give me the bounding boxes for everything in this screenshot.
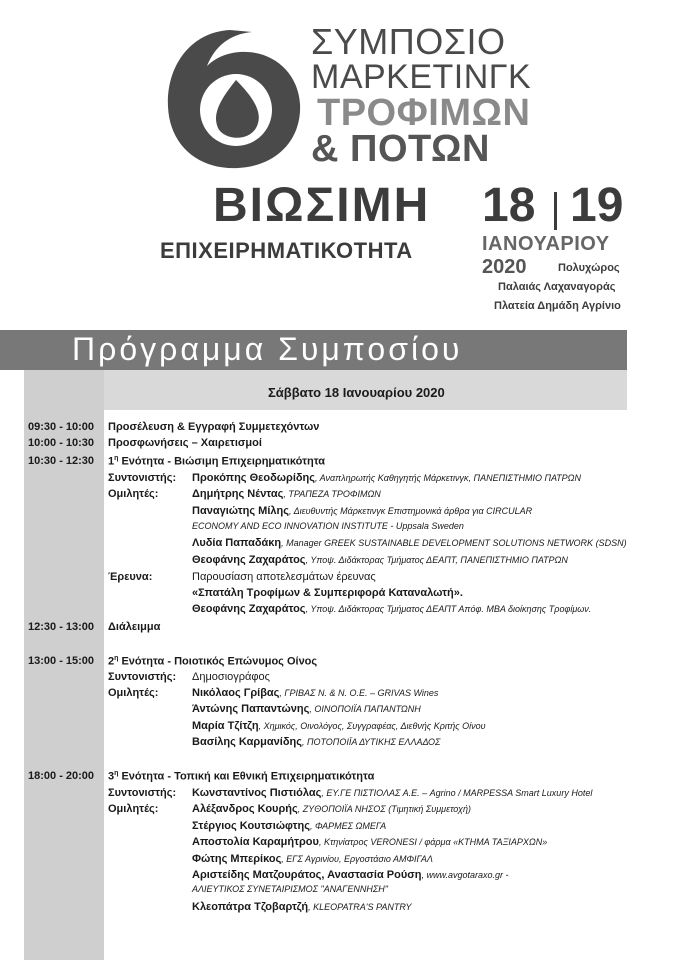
person-name: Νικόλαος Γρίβας (192, 687, 280, 699)
coordinator (192, 787, 592, 799)
session-name: Ενότητα - Ποιοτικός Επώνυμος Οίνος (118, 655, 318, 668)
symposium-logo-mark (160, 22, 310, 172)
time-slot: 12:30 - 13:00 (28, 621, 95, 633)
time-slot: 18:00 - 20:00 (28, 770, 95, 782)
research-label: Έρευνα: (108, 571, 153, 583)
session-number: 2 (108, 655, 115, 668)
event-dates (482, 178, 624, 233)
coordinator-label: Συντονιστής: (108, 472, 177, 484)
session-number-suffix: η (114, 455, 119, 462)
coordinator: Δημοσιογράφος (192, 671, 270, 683)
speaker (192, 853, 433, 865)
speakers-label: Ομιλητές: (108, 488, 159, 500)
person-name: Αριστείδης Ματζουράτος, Αναστασία Ρούση (192, 869, 422, 881)
venue-line-1: Πολυχώρος (558, 262, 620, 274)
person-name: Κλεοπάτρα Τζοβαρτζή (192, 901, 309, 913)
person-role: , ΕΓΣ Αγρινίου, Εργοστάσιο ΑΜΦΙΓΑΛ (281, 854, 433, 864)
person-name: Προκόπης Θεοδωρίδης (192, 472, 315, 484)
session-title (108, 455, 325, 468)
person-name: Θεοφάνης Ζαχαράτος (192, 603, 306, 615)
speaker (192, 703, 421, 715)
speaker (192, 901, 412, 913)
page-title: ΒΙΩΣΙΜΗ (213, 179, 431, 232)
speaker (192, 836, 547, 848)
session-number-suffix: η (114, 655, 119, 662)
person-name: Λυδία Παπαδάκη (192, 537, 282, 549)
person-name: Αποστολία Καραμήτρου (192, 836, 319, 848)
person-name: Φώτης Μπερίκος (192, 853, 282, 865)
person-role: , Διευθυντής Μάρκετινγκ Επιστημονικά άρθρα για CIRCULAR (288, 506, 533, 516)
speaker (192, 720, 486, 732)
person-role-continued: ΑΛΙΕΥΤΙΚΟΣ ΣΥΝΕΤΑΙΡΙΣΜΟΣ "ΑΝΑΓΕΝΝΗΣΗ" (192, 884, 388, 894)
session-number: 1 (108, 455, 115, 468)
time-slot: 13:00 - 15:00 (28, 655, 95, 667)
person-name: Κωνσταντίνος Πιστιόλας (192, 787, 322, 799)
event-day-end: 19 (570, 179, 624, 232)
venue-line-2: Παλαιάς Λαχαναγοράς (498, 281, 616, 293)
person-name: Μαρία Τζίτζη (192, 720, 259, 732)
person-role: , ΖΥΘΟΠΟΙΪΑ ΝΗΣΟΣ (Τιμητική Συμμετοχή) (297, 804, 471, 814)
speaker (192, 869, 509, 881)
program-title: Πρόγραμμα Συμποσίου (72, 331, 463, 367)
person-role: , Υποψ. Διδάκτορας Τμήματος ΔΕΑΠΤ, ΠΑΝΕΠΙΣΤΗΜΙΟ ΠΑΤΡΩΝ (305, 555, 568, 565)
person-name: Άντώνης Παπαντώνης (192, 703, 310, 715)
coordinator-label: Συντονιστής: (108, 671, 177, 683)
person-name: Δημήτρης Νέντας (192, 488, 284, 500)
schedule-item: Διάλειμμα (108, 621, 161, 633)
speaker (192, 505, 532, 517)
time-slot: 10:00 - 10:30 (28, 437, 95, 449)
venue-line-3: Πλατεία Δημάδη Αγρίνιο (494, 300, 621, 312)
person-name: Θεοφάνης Ζαχαράτος (192, 554, 306, 566)
person-name: Παναγιώτης Μίλης (192, 505, 289, 517)
person-name: Βασίλης Καρμανίδης (192, 736, 302, 748)
person-role: , Χημικός, Οινολόγος, Συγγραφέας, Διεθνής Κριτής Οίνου (258, 721, 486, 731)
speakers-label: Ομιλητές: (108, 803, 159, 815)
session-number: 3 (108, 770, 115, 783)
program-day: Σάββατο 18 Ιανουαρίου 2020 (268, 385, 445, 400)
research-title: «Σπατάλη Τροφίμων & Συμπεριφορά Καταναλωτή». (192, 587, 463, 599)
session-name: Ενότητα - Βιώσιμη Επιχειρηματικότητα (118, 455, 326, 468)
person-role: , ΟΙΝΟΠΟΙΪΑ ΠΑΠΑΝΤΩΝΗ (309, 704, 421, 714)
person-role: , ΤΡΑΠΕΖΑ ΤΡΟΦΙΜΩΝ (283, 489, 381, 499)
page-subtitle: ΕΠΙΧΕΙΡΗΜΑΤΙΚΟΤΗΤΑ (160, 238, 413, 263)
person-role: , ΠΟΤΟΠΟΙΪΑ ΔΥΤΙΚΗΣ ΕΛΛΑΔΟΣ (301, 737, 441, 747)
logo-line-drinks: & ΠΟΤΩΝ (311, 128, 490, 170)
person-role: , KLEOPATRA'S PANTRY (308, 902, 412, 912)
logo-line-symposium: ΣΥΜΠΟΣΙΟ (311, 21, 506, 62)
schedule-item: Προσφωνήσεις – Χαιρετισμοί (108, 437, 262, 449)
person-role: , ΓΡΙΒΑΣ Ν. & Ν. Ο.Ε. – GRIVAS Wines (279, 688, 439, 698)
person-role: , Υποψ. Διδάκτορας Τμήματος ΔΕΑΠΤ Απόφ. MBA διοίκησης Τροφίμων. (305, 604, 592, 614)
event-day-start: 18 (482, 179, 536, 232)
event-year: 2020 (482, 256, 527, 278)
speaker (192, 554, 568, 566)
time-slot: 10:30 - 12:30 (28, 455, 95, 467)
speaker (192, 820, 386, 832)
person-name: Στέργιος Κουτσιώφτης (192, 820, 310, 832)
person-name: Αλέξανδρος Κουρής (192, 803, 298, 815)
speaker (192, 803, 471, 815)
coordinator (192, 472, 581, 484)
speaker (192, 736, 440, 748)
symposium-logo-text (305, 21, 532, 170)
speaker (192, 687, 438, 699)
event-month: ΙΑΝΟΥΑΡΙΟΥ (482, 233, 610, 255)
session-name: Ενότητα - Τοπική και Εθνική Επιχειρηματικότητα (118, 770, 375, 783)
speaker (192, 537, 627, 549)
session-title (108, 655, 317, 668)
person-role: , ΕΥ.ΓΕ ΠΙΣΤΙΟΛΑΣ Α.Ε. – Agrino / MARPESSA Smart Luxury Hotel (321, 788, 593, 798)
coordinator-label: Συντονιστής: (108, 787, 177, 799)
time-slot: 09:30 - 10:00 (28, 421, 95, 433)
person-role: , Αναπληρωτής Καθηγητής Μάρκετινγκ, ΠΑΝΕΠΙΣΤΗΜΙΟ ΠΑΤΡΩΝ (315, 473, 581, 483)
speaker (192, 488, 381, 500)
research-presenter (192, 603, 591, 615)
person-role: , Κτηνίατρος VERONESI / φάρμα «ΚΤΗΜΑ ΤΑΞΙΑΡΧΩΝ» (318, 837, 548, 847)
person-role: , Manager GREEK SUSTAINABLE DEVELOPMENT SOLUTIONS NETWORK (SDSN) (281, 538, 627, 548)
schedule-item: Προσέλευση & Εγγραφή Συμμετεχόντων (108, 421, 320, 433)
logo-line-marketing: ΜΑΡΚΕΤΙΝΓΚ (311, 58, 532, 96)
session-title (108, 770, 374, 783)
session-number-suffix: η (114, 770, 119, 777)
person-role: , ΦΑΡΜΕΣ ΩΜΕΓΑ (309, 821, 387, 831)
person-role-continued: ECONOMY AND ECO INNOVATION INSTITUTE - Uppsala Sweden (192, 521, 464, 531)
speakers-label: Ομιλητές: (108, 687, 159, 699)
logo-line-food: ΤΡΟΦΙΜΩΝ (317, 92, 531, 134)
date-separator (554, 192, 557, 230)
research-text: Παρουσίαση αποτελεσμάτων έρευνας (192, 571, 376, 583)
person-role: , www.avgotaraxo.gr - (421, 870, 509, 880)
